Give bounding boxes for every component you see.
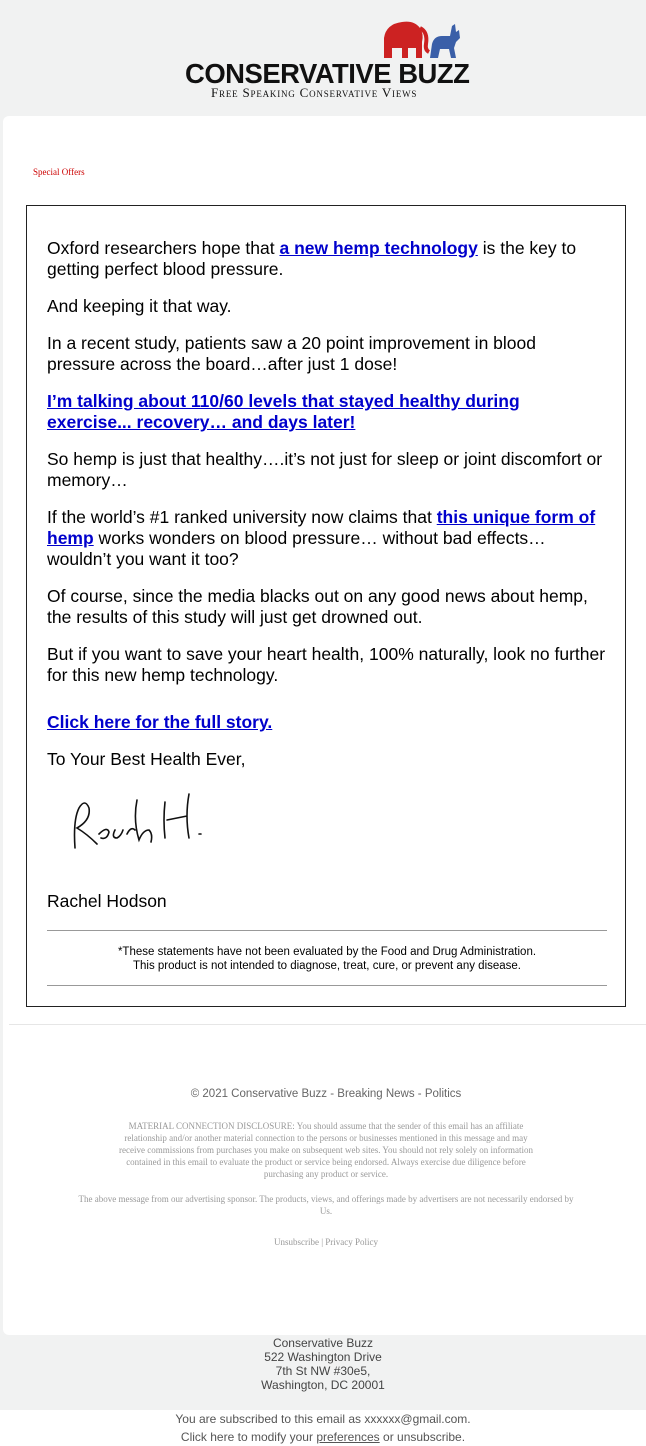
p6-text-after: works wonders on blood pressure… without bad effects… wouldn’t you want it too? bbox=[47, 528, 546, 569]
subscribed-email-text: You are subscribed to this email as xxxxxx@gmail.com. bbox=[175, 1412, 471, 1426]
mailing-address bbox=[0, 1336, 646, 1392]
conservative-buzz-logo[interactable] bbox=[185, 18, 470, 100]
paragraph-4 bbox=[47, 391, 607, 433]
full-story-link[interactable]: Click here for the full story. bbox=[47, 712, 273, 732]
elephant-donkey-icon bbox=[380, 18, 462, 62]
p1-text-before: Oxford researchers hope that bbox=[47, 238, 280, 258]
message-box bbox=[26, 205, 626, 1007]
modify-text-after: or unsubscribe. bbox=[379, 1430, 466, 1444]
closing-line: To Your Best Health Ever, bbox=[47, 749, 246, 769]
signer-name: Rachel Hodson bbox=[47, 891, 167, 911]
email-card bbox=[3, 116, 646, 1335]
divider-bottom bbox=[47, 985, 607, 986]
p1-text-after: is the key to getting perfect blood pressure. bbox=[47, 238, 577, 279]
company-name: Conservative Buzz bbox=[272, 1336, 374, 1350]
privacy-policy-link[interactable]: Privacy Policy bbox=[325, 1237, 379, 1247]
sponsor-note: The above message from our advertising sponsor. The products, views, and offerings made by advertisers are not necessarily endorsed by Us. bbox=[78, 1194, 574, 1216]
disclaimer-line-2: This product is not intended to diagnose, treat, cure, or prevent any disease. bbox=[132, 960, 522, 972]
unsubscribe-link[interactable]: Unsubscribe bbox=[273, 1237, 319, 1247]
modify-text-before: Click here to modify your bbox=[180, 1430, 317, 1444]
address-line-1: 522 Washington Drive bbox=[264, 1350, 382, 1364]
preferences-link[interactable]: preferences bbox=[316, 1430, 380, 1444]
special-offers-label: Special Offers bbox=[33, 167, 85, 177]
footer-links bbox=[3, 1237, 646, 1247]
disclaimer-line-1: *These statements have not been evaluated by the Food and Drug Administration. bbox=[117, 946, 537, 958]
footer-divider bbox=[9, 1024, 646, 1025]
hemp-technology-link[interactable]: a new hemp technology bbox=[279, 238, 478, 258]
address-line-3: Washington, DC 20001 bbox=[261, 1378, 385, 1392]
paragraph-7: Of course, since the media blacks out on any good news about hemp, the results of this study will just get drowned out. bbox=[47, 586, 588, 627]
copyright-text: © 2021 Conservative Buzz - Breaking News - Politics bbox=[190, 1088, 462, 1100]
logo-tagline: Free Speaking Conservative Views bbox=[211, 85, 418, 100]
modify-preferences-text bbox=[0, 1428, 646, 1446]
paragraph-8: But if you want to save your heart health, 100% naturally, look no further for this new hemp technology. bbox=[47, 644, 606, 685]
signature-image bbox=[67, 790, 607, 861]
paragraph-5: So hemp is just that healthy….it’s not just for sleep or joint discomfort or memory… bbox=[47, 449, 603, 490]
material-disclosure: MATERIAL CONNECTION DISCLOSURE: You should assume that the sender of this email has an affiliate relationship and/or another material connection to the persons or businesses mentioned in this message and may receive commissions from purchases you make on subsequent web sites. You should not rely solely on information contained in this email to evaluate the product or service being endorsed. Always exercise due diligence before purchasing any product or service. bbox=[119, 1121, 533, 1179]
paragraph-2: And keeping it that way. bbox=[47, 296, 232, 316]
paragraph-1 bbox=[47, 238, 607, 280]
healthy-levels-link[interactable]: I’m talking about 110/60 levels that stayed healthy during exercise... recovery… and days later! bbox=[47, 391, 520, 432]
subscription-bar bbox=[0, 1410, 646, 1446]
address-line-2: 7th St NW #30e5, bbox=[275, 1364, 371, 1378]
logo-wordmark: CONSERVATIVE BUZZ bbox=[185, 58, 470, 89]
paragraph-6 bbox=[47, 507, 607, 570]
unique-hemp-link[interactable]: this unique form of hemp bbox=[47, 507, 596, 548]
link-separator: | bbox=[321, 1237, 324, 1247]
fda-disclaimer bbox=[47, 931, 607, 985]
email-header bbox=[0, 0, 646, 116]
paragraph-cta bbox=[47, 712, 607, 733]
p6-text-before: If the world’s #1 ranked university now claims that bbox=[47, 507, 437, 527]
message-body bbox=[47, 238, 607, 986]
paragraph-3: In a recent study, patients saw a 20 point improvement in blood pressure across the board…after just 1 dose! bbox=[47, 333, 536, 374]
